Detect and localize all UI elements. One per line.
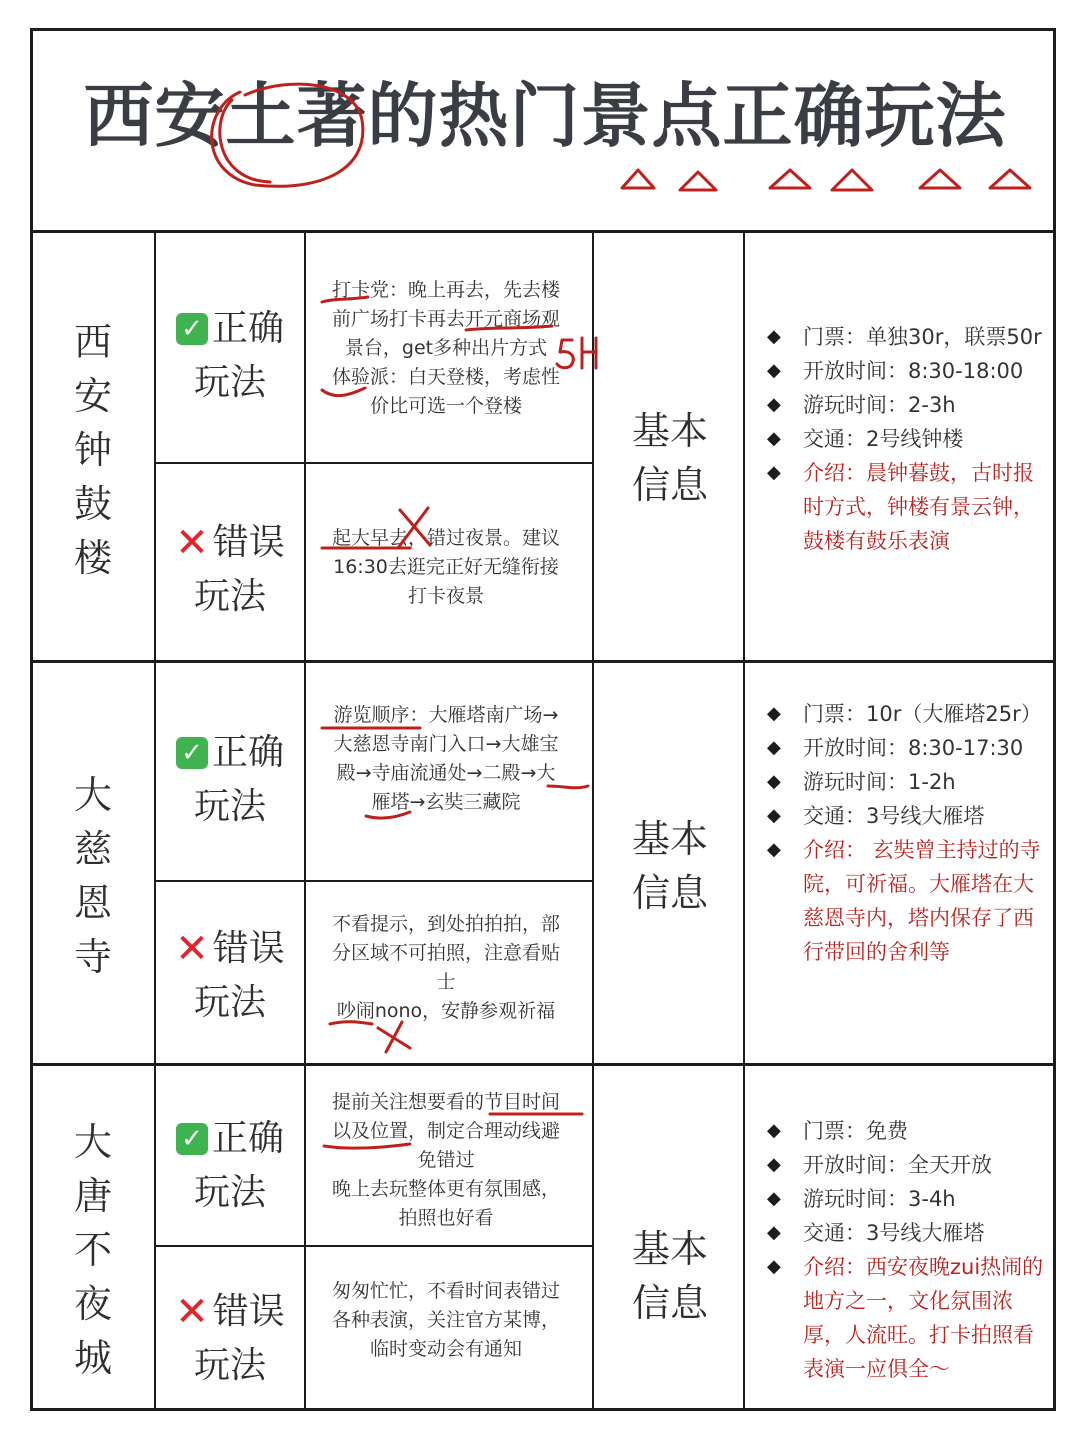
diamond-bullet-icon: ◆ (767, 737, 781, 758)
attraction-name: 大 唐 不 夜 城 (73, 1120, 112, 1380)
red-cross-icon: ✕ (175, 926, 209, 972)
wrong-tip: 起大早去，错过夜景。建议 16:30去逛完正好无缝衔接 打卡夜景 (331, 527, 560, 607)
info-hours: ◆ 开放时间：8:30-17:30 (765, 731, 1045, 765)
info-hours: ◆ 开放时间：全天开放 (765, 1148, 1045, 1182)
wrong-method-label: ✕ 错误 玩法 (175, 926, 285, 1023)
basic-info-list (765, 697, 1045, 969)
info-duration: ◆ 游玩时间：1-2h (765, 765, 1045, 799)
info-hours: ◆ 开放时间：8:30-18:00 (765, 354, 1045, 388)
info-intro: ◆ 介绍：西安夜晚zui热闹的地方之一，文化氛围浓厚，人流旺。打卡拍照看表演一应俱全～ (765, 1250, 1045, 1386)
diamond-bullet-icon: ◆ (767, 771, 781, 792)
diamond-bullet-icon: ◆ (767, 703, 781, 724)
row-divider (30, 1063, 1056, 1066)
correct-method-label: ✓ 正确 玩法 (155, 726, 305, 834)
basic-info-label: 基本 信息 (631, 1227, 708, 1325)
wrong-tip: 匆匆忙忙，不看时间表错过 各种表演，关注官方某博， 临时变动会有通知 (331, 1280, 560, 1360)
diamond-bullet-icon: ◆ (767, 1256, 781, 1277)
info-duration: ◆ 游玩时间：2-3h (765, 388, 1045, 422)
col-divider (592, 232, 594, 1410)
sub-row-divider (155, 462, 593, 464)
diamond-bullet-icon: ◆ (767, 839, 781, 860)
diamond-bullet-icon: ◆ (767, 805, 781, 826)
basic-info-label: 基本 信息 (631, 409, 708, 507)
sub-row-divider (155, 1245, 593, 1247)
attraction-name: 大 慈 恩 寺 (73, 773, 112, 979)
wrong-method-label: ✕ 错误 玩法 (175, 1289, 285, 1386)
wrong-method-label: ✕ 错误 玩法 (175, 520, 285, 617)
info-duration: ◆ 游玩时间：3-4h (765, 1182, 1045, 1216)
info-intro: ◆ 介绍： 玄奘曾主持过的寺院，可祈福。大雁塔在大慈恩寺内，塔内保存了西行带回的舍利等 (765, 833, 1045, 969)
red-cross-icon: ✕ (175, 520, 209, 566)
page-title: 西安土著的热门景点正确玩法 (83, 75, 1007, 157)
diamond-bullet-icon: ◆ (767, 1120, 781, 1141)
correct-method-label: ✓ 正确 玩法 (155, 302, 305, 410)
attraction-name: 西 安 钟 鼓 楼 (73, 320, 112, 580)
diamond-bullet-icon: ◆ (767, 1222, 781, 1243)
info-intro: ◆ 介绍：晨钟暮鼓，古时报时方式，钟楼有景云钟，鼓楼有鼓乐表演 (765, 456, 1045, 558)
basic-info-label: 基本 信息 (631, 817, 708, 915)
red-cross-icon: ✕ (175, 1289, 209, 1335)
row-divider (30, 660, 1056, 663)
check-mark-icon: ✓ (176, 737, 208, 769)
diamond-bullet-icon: ◆ (767, 1188, 781, 1209)
correct-tip: 提前关注想要看的节目时间 以及位置，制定合理动线避 免错过 晚上去玩整体更有氛围感， 拍照也好看 (331, 1091, 560, 1229)
info-transport: ◆ 交通：3号线大雁塔 (765, 1216, 1045, 1250)
info-ticket: ◆ 门票：免费 (765, 1114, 1045, 1148)
info-transport: ◆ 交通：3号线大雁塔 (765, 799, 1045, 833)
sub-row-divider (155, 880, 593, 882)
info-ticket: ◆ 门票：10r（大雁塔25r） (765, 697, 1045, 731)
info-ticket: ◆ 门票：单独30r，联票50r (765, 320, 1045, 354)
diamond-bullet-icon: ◆ (767, 462, 781, 483)
diamond-bullet-icon: ◆ (767, 428, 781, 449)
wrong-tip: 不看提示，到处拍拍拍，部 分区域不可拍照，注意看贴 士 吵闹nono，安静参观祈福 (331, 913, 560, 1022)
correct-tip: 游览顺序：大雁塔南广场→ 大慈恩寺南门入口→大雄宝 殿→寺庙流通处→二殿→大 雁塔→玄奘三藏院 (333, 704, 559, 813)
title-cell (30, 28, 1056, 233)
diamond-bullet-icon: ◆ (767, 1154, 781, 1175)
check-mark-icon: ✓ (176, 1123, 208, 1155)
basic-info-list (765, 320, 1045, 558)
col-divider (743, 232, 745, 1410)
diamond-bullet-icon: ◆ (767, 326, 781, 347)
basic-info-list (765, 1114, 1045, 1386)
check-mark-icon: ✓ (176, 313, 208, 345)
diamond-bullet-icon: ◆ (767, 360, 781, 381)
correct-method-label: ✓ 正确 玩法 (155, 1112, 305, 1220)
diamond-bullet-icon: ◆ (767, 394, 781, 415)
correct-tip: 打卡党：晚上再去，先去楼 前广场打卡再去开元商场观 景台，get多种出片方式 体验派：白天登楼，考虑性 价比可选一个登楼 (331, 279, 560, 417)
info-transport: ◆ 交通：2号线钟楼 (765, 422, 1045, 456)
